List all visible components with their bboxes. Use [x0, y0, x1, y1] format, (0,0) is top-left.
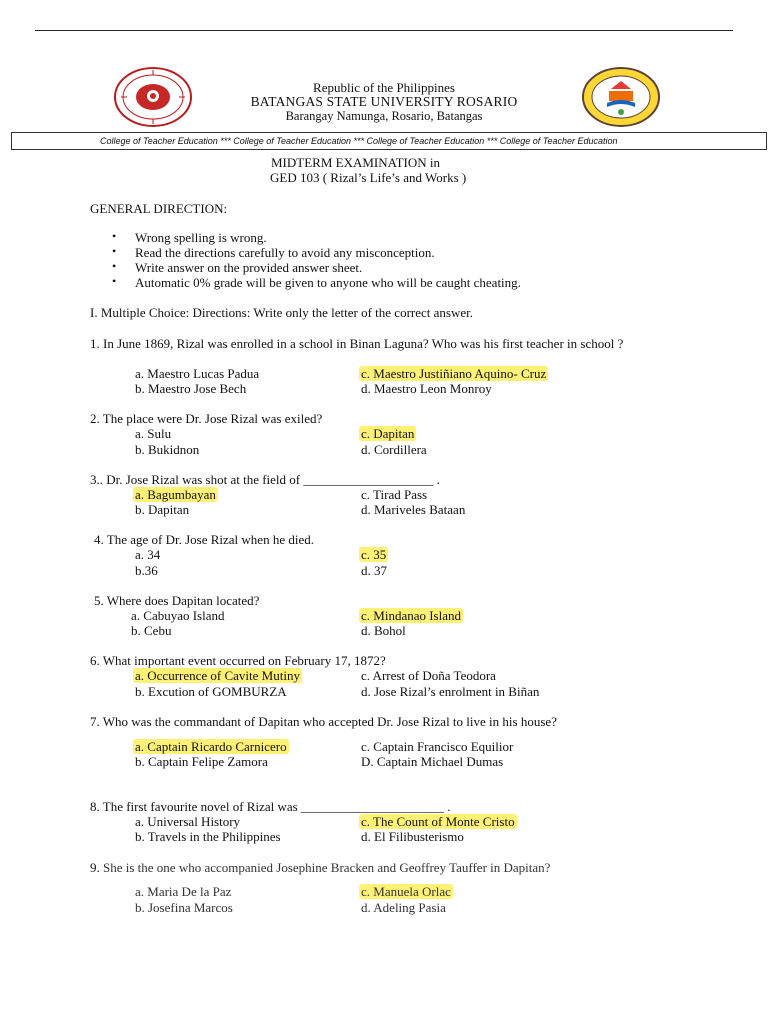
bullet-icon: • [112, 244, 117, 258]
choice-3c: c. Tirad Pass [361, 487, 428, 502]
choice-3a-highlighted-answer: a. Bagumbayan [135, 487, 216, 502]
university-address: Barangay Namunga, Rosario, Batangas [285, 109, 483, 123]
question-7: 7. Who was the commandant of Dapitan who accepted Dr. Jose Rizal to live in his house? [90, 714, 557, 729]
choice-8a: a. Universal History [135, 814, 241, 829]
choice-1b: b. Maestro Jose Bech [135, 381, 247, 396]
question-9 [90, 860, 550, 875]
general-direction-heading: GENERAL DIRECTION: [90, 201, 228, 216]
choice-5d: d. Bohol [361, 623, 406, 638]
question-8: 8. The first favourite novel of Rizal was ______________________ . [90, 799, 451, 814]
choice-9a: a. Maria De la Paz [135, 884, 232, 899]
choice-5a: a. Cabuyao Island [131, 608, 225, 623]
choice-6d: d. Jose Rizal’s enrolment in Biñan [361, 684, 540, 699]
choice-1d: d. Maestro Leon Monroy [361, 381, 492, 396]
question-9-text: She is the one who accompanied Josephine Bracken and Geoffrey Tauffer in Dapitan? [103, 860, 551, 875]
direction-item: Write answer on the provided answer sheet. [135, 260, 363, 275]
choice-9b: b. Josefina Marcos [135, 900, 233, 915]
university-name: BATANGAS STATE UNIVERSITY ROSARIO [250, 94, 518, 109]
choice-9d: d. Adeling Pasia [361, 900, 446, 915]
choice-2c-highlighted-answer: c. Dapitan [361, 426, 415, 441]
choice-5b: b. Cebu [131, 623, 172, 638]
direction-item: Read the directions carefully to avoid any misconception. [135, 245, 435, 260]
exam-title: MIDTERM EXAMINATION in [271, 155, 440, 170]
choice-4b: b.36 [135, 563, 158, 578]
choice-6c: c. Arrest of Doña Teodora [361, 668, 496, 683]
direction-item: Wrong spelling is wrong. [135, 230, 267, 245]
question-5: 5. Where does Dapitan located? [94, 593, 260, 608]
choice-8d: d. El Filibusterismo [361, 829, 464, 844]
question-2: 2. The place were Dr. Jose Rizal was exiled? [90, 411, 323, 426]
bullet-icon: • [112, 259, 117, 273]
choice-5c-highlighted-answer: c. Mindanao Island [361, 608, 462, 623]
choice-7d: D. Captain Michael Dumas [361, 754, 504, 769]
choice-7b: b. Captain Felipe Zamora [135, 754, 268, 769]
choice-9c-highlighted-answer: c. Manuela Orlac [361, 884, 451, 899]
choice-8c-highlighted-answer: c. The Count of Monte Cristo [361, 814, 515, 829]
republic-line: Republic of the Philippines [313, 80, 455, 95]
college-banner: College of Teacher Education *** College of Teacher Education *** College of Teacher Education *** College of Teacher Education [11, 132, 767, 150]
top-rule [35, 30, 733, 31]
choice-4d: d. 37 [361, 563, 387, 578]
choice-6b: b. Excution of GOMBURZA [135, 684, 287, 699]
bullet-icon: • [112, 229, 117, 243]
direction-item: Automatic 0% grade will be given to anyone who will be caught cheating. [135, 275, 521, 290]
choice-2b: b. Bukidnon [135, 442, 200, 457]
exam-subject: GED 103 ( Rizal’s Life’s and Works ) [270, 170, 467, 185]
choice-2d: d. Cordillera [361, 442, 427, 457]
question-4: 4. The age of Dr. Jose Rizal when he died. [94, 532, 314, 547]
choice-3b: b. Dapitan [135, 502, 190, 517]
choice-7a-highlighted-answer: a. Captain Ricardo Carnicero [135, 739, 287, 754]
choice-4c-highlighted-answer: c. 35 [361, 547, 387, 562]
choice-3d: d. Mariveles Bataan [361, 502, 466, 517]
choice-7c: c. Captain Francisco Equilior [361, 739, 514, 754]
choice-2a: a. Sulu [135, 426, 172, 441]
choice-6a-highlighted-answer: a. Occurrence of Cavite Mutiny [135, 668, 300, 683]
choice-1c-highlighted-answer: c. Maestro Justiñiano Aquino- Cruz [361, 366, 547, 381]
choice-8b: b. Travels in the Philippines [135, 829, 281, 844]
choice-1a: a. Maestro Lucas Padua [135, 366, 260, 381]
question-1: 1. In June 1869, Rizal was enrolled in a school in Binan Laguna? Who was his first teacher in school ? [90, 336, 624, 351]
question-3: 3.. Dr. Jose Rizal was shot at the field of ____________________ . [90, 472, 440, 487]
question-9-number: 9. [90, 860, 100, 875]
bullet-icon: • [112, 274, 117, 288]
choice-4a: a. 34 [135, 547, 161, 562]
section-heading: I. Multiple Choice: Directions: Write only the letter of the correct answer. [90, 305, 473, 320]
question-6: 6. What important event occurred on February 17, 1872? [90, 653, 386, 668]
